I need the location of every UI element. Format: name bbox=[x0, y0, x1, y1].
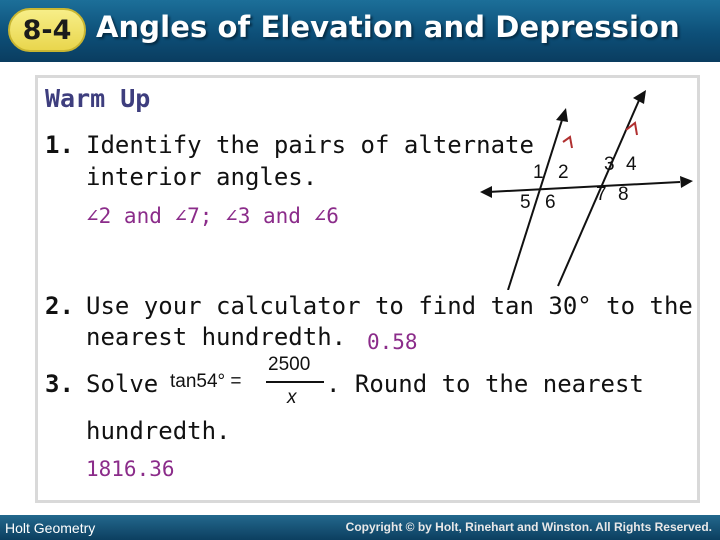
q3-solve-label: Solve bbox=[86, 370, 159, 398]
angle-label-5: 5 bbox=[520, 192, 531, 213]
alternate-angles-diagram bbox=[480, 90, 695, 290]
footer-copyright: Copyright © by Holt, Rinehart and Winston. All Rights Reserved. bbox=[345, 520, 712, 534]
q2-number: 2. bbox=[45, 292, 74, 320]
q1-text-line2: interior angles. bbox=[86, 163, 318, 191]
top-arrowhead-left bbox=[556, 108, 568, 122]
q2-answer: 0.58 bbox=[367, 330, 418, 354]
left-arrowhead bbox=[480, 186, 492, 198]
angle-label-4: 4 bbox=[626, 154, 637, 175]
right-arrowhead bbox=[680, 176, 693, 188]
warmup-heading: Warm Up bbox=[45, 84, 151, 113]
q3-equation-left: tan54° = bbox=[170, 371, 242, 392]
q1-number: 1. bbox=[45, 131, 74, 159]
angle-label-6: 6 bbox=[545, 192, 556, 213]
q3-text-after: . Round to the nearest bbox=[326, 370, 644, 398]
slide-title: Angles of Elevation and Depression bbox=[96, 10, 680, 44]
q1-text-line1: Identify the pairs of alternate bbox=[86, 131, 534, 159]
q2-text-line2: nearest hundredth. bbox=[86, 323, 347, 351]
q3-number: 3. bbox=[45, 370, 74, 398]
angle-label-1: 1 bbox=[533, 162, 544, 183]
q3-fraction-numerator: 2500 bbox=[268, 354, 311, 375]
footer-bar bbox=[0, 515, 720, 540]
lesson-badge: 8-4 bbox=[8, 8, 86, 52]
angle-label-2: 2 bbox=[558, 162, 569, 183]
top-arrowhead-right bbox=[633, 90, 646, 104]
angle-label-8: 8 bbox=[618, 184, 629, 205]
angle-label-7: 7 bbox=[596, 184, 607, 205]
footer-course: Holt Geometry bbox=[5, 520, 96, 536]
parallel-mark-left bbox=[563, 137, 572, 148]
q1-answer: ∠2 and ∠7; ∠3 and ∠6 bbox=[86, 204, 339, 228]
q3-answer: 1816.36 bbox=[86, 457, 175, 481]
q3-fraction-denominator: x bbox=[287, 387, 297, 408]
title-bar bbox=[0, 0, 720, 62]
angle-label-3: 3 bbox=[604, 154, 615, 175]
q3-fraction-bar bbox=[266, 381, 324, 383]
q3-text-line2: hundredth. bbox=[86, 417, 231, 445]
q2-text-line1: Use your calculator to find tan 30° to the bbox=[86, 292, 693, 320]
transversal-line bbox=[488, 182, 680, 192]
